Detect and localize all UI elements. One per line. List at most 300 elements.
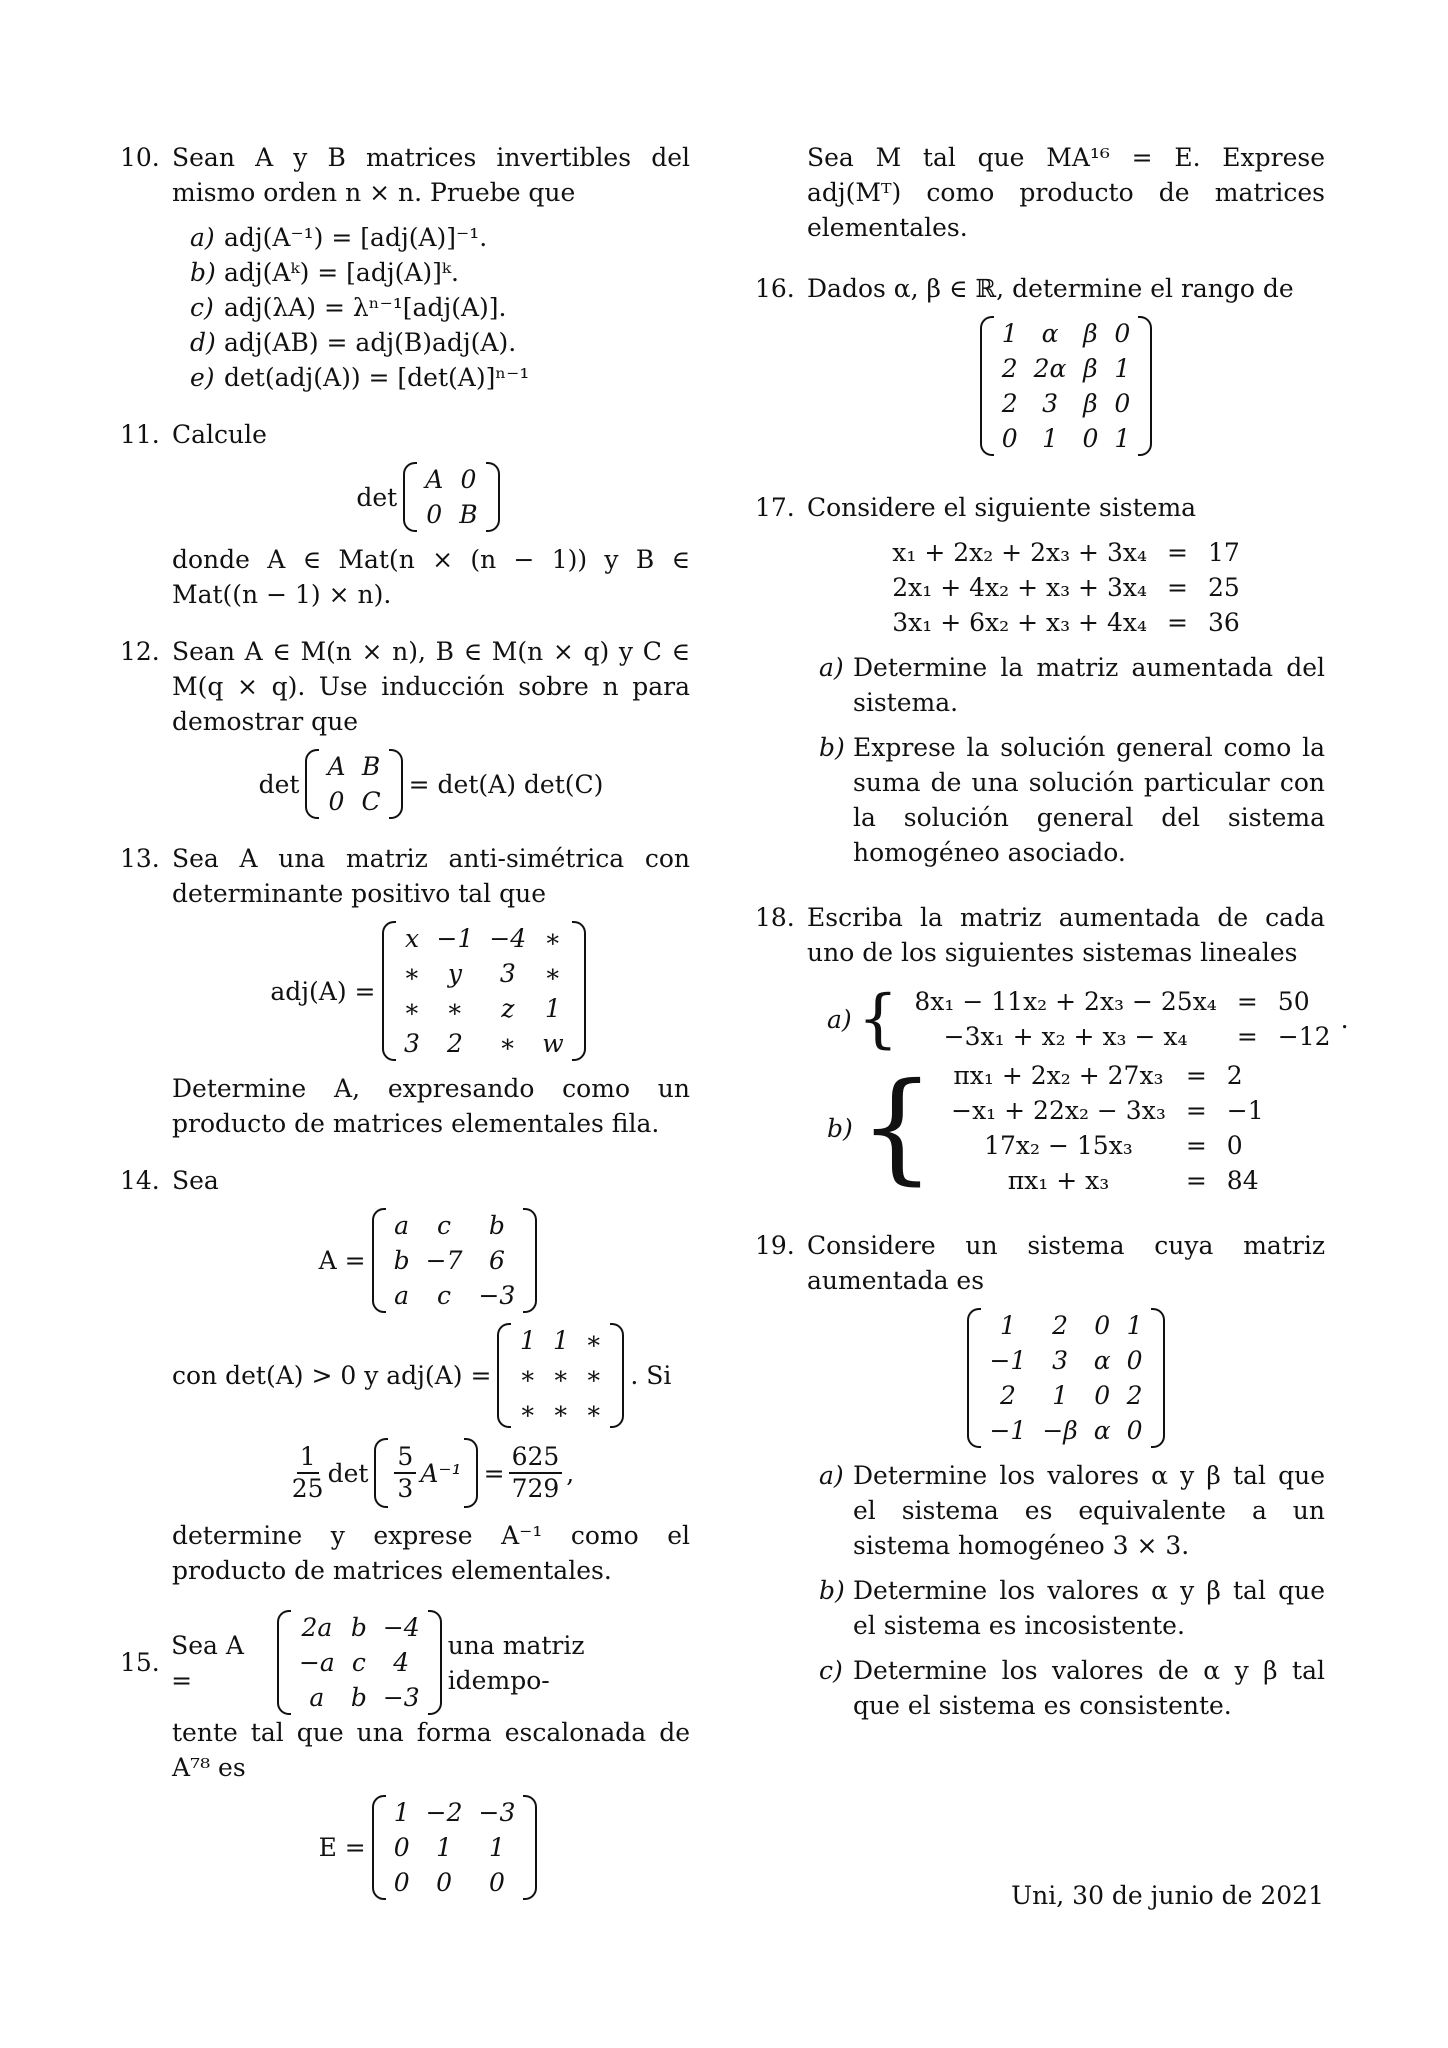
right-paren	[610, 1323, 624, 1428]
matrix-row	[386, 1243, 524, 1278]
equals-sign: =	[483, 1458, 505, 1488]
equals-sign: =	[1236, 987, 1258, 1016]
equation-row	[941, 1163, 1274, 1198]
exercise-text-after: Determine A, expresando como un producto de matrices elementales fila.	[172, 1074, 690, 1138]
matrix-cell: 6	[488, 1246, 505, 1275]
display-equation	[807, 1308, 1325, 1448]
matrix-cell: 1	[1042, 424, 1058, 453]
matrix-row	[994, 316, 1139, 351]
matrix-cell: 3	[1042, 389, 1058, 418]
equation-system	[904, 984, 1340, 1054]
equation-row	[941, 1128, 1274, 1163]
item-text: adj(Aᵏ) = [adj(A)]ᵏ.	[224, 258, 459, 287]
matrix-row	[981, 1413, 1150, 1448]
matrix	[305, 749, 402, 819]
equation-rhs: 0	[1226, 1131, 1243, 1160]
matrix-cell: 2	[999, 1381, 1016, 1410]
exercise-text: tente tal que una forma escalonada de A⁷⁸ es	[172, 1718, 690, 1782]
matrix-cell: 0	[1126, 1346, 1143, 1375]
fraction	[394, 1442, 416, 1504]
matrix-cells	[291, 1610, 428, 1715]
matrix-row	[994, 351, 1139, 386]
matrix-cell: 0	[460, 465, 477, 494]
exercise-number: 13.	[120, 844, 160, 873]
matrix-cell: x	[404, 924, 420, 953]
equation-lhs: x₁ + 2x₂ + 2x₃ + 3x₄	[892, 538, 1147, 567]
item-label: b)	[819, 1576, 845, 1605]
matrix-cell: 0	[1082, 424, 1099, 453]
item-text: Determine los valores de α y β tal que el sistema es consistente.	[853, 1656, 1325, 1720]
matrix-cells	[319, 749, 388, 819]
numerator: 625	[509, 1442, 563, 1474]
matrix-cell: 0	[393, 1833, 410, 1862]
fraction	[509, 1442, 563, 1504]
numerator: 1	[297, 1442, 319, 1474]
matrix-cell: ∗	[544, 959, 562, 988]
matrix-cell: a	[309, 1683, 325, 1712]
matrix-row	[386, 1795, 524, 1830]
matrix-cell: b	[350, 1613, 367, 1642]
matrix-cell: 2a	[301, 1613, 333, 1642]
exercise-16	[755, 271, 1325, 456]
equation-rhs: 50	[1277, 987, 1310, 1016]
left-paren	[372, 1795, 386, 1900]
denominator: 25	[291, 1474, 324, 1503]
right-paren	[523, 1795, 537, 1900]
display-equation	[807, 316, 1325, 456]
matrix-cell: −7	[425, 1246, 463, 1275]
equation-row	[941, 1058, 1274, 1093]
matrix-cell: ∗	[585, 1361, 603, 1390]
matrix-cell: a	[394, 1211, 410, 1240]
exercise-text: Sea M tal que MA¹⁶ = E. Exprese adj(Mᵀ) como producto de matrices elementales.	[807, 143, 1325, 242]
equation-lhs: πx₁ + x₃	[1007, 1166, 1110, 1195]
exercise-11	[120, 417, 690, 612]
display-equation	[172, 1438, 690, 1508]
item-text: adj(A⁻¹) = [adj(A)]⁻¹.	[224, 223, 488, 252]
exercise-text: Sea	[172, 1166, 219, 1195]
left-paren	[372, 1208, 386, 1313]
det-label: det	[258, 769, 300, 799]
matrix-row	[386, 1830, 524, 1865]
exercise-text: Escriba la matriz aumentada de cada uno de los siguientes sistemas lineales	[807, 903, 1325, 967]
right-paren	[464, 1438, 478, 1508]
matrix-cell: −β	[1042, 1416, 1078, 1445]
right-paren	[389, 749, 403, 819]
matrix-cell: 1	[1114, 354, 1131, 383]
exercise-text: Sean A y B matrices invertibles del mismo orden n × n. Pruebe que	[172, 143, 690, 207]
equation-row	[904, 984, 1340, 1019]
comma: ,	[566, 1458, 575, 1488]
equation-row	[882, 605, 1250, 640]
display-equation	[172, 921, 690, 1061]
equation-lhs: 3x₁ + 6x₂ + x₃ + 4x₄	[892, 608, 1147, 637]
equation-rhs: 17	[1207, 538, 1240, 567]
exercise-text: Calcule	[172, 420, 267, 449]
exercise-text-after: donde A ∈ Mat(n × (n − 1)) y B ∈ Mat((n − 1) × n).	[172, 545, 690, 609]
matrix-row	[291, 1680, 428, 1715]
list-item	[819, 1653, 1325, 1723]
matrix-cell: −1	[989, 1346, 1027, 1375]
equation-rhs: = det(A) det(C)	[408, 769, 604, 799]
matrix	[980, 316, 1153, 456]
equation-lhs: 17x₂ − 15x₃	[984, 1131, 1133, 1160]
display-equation	[172, 1208, 690, 1313]
matrix-cell: 1	[1114, 424, 1131, 453]
equation-lhs: adj(A) =	[270, 976, 376, 1006]
matrix-cell: 0	[328, 787, 345, 816]
matrix-cell: β	[1083, 354, 1098, 383]
exercise-post: una matriz idempo-	[447, 1630, 585, 1695]
equation-lhs: −3x₁ + x₂ + x₃ − x₄	[943, 1022, 1188, 1051]
list-item	[190, 325, 690, 360]
exercise-text: Considere un sistema cuya matriz aumentada es	[807, 1231, 1325, 1295]
denominator: 3	[397, 1474, 414, 1503]
matrix-cell: 0	[489, 1868, 505, 1897]
system-label: b)	[827, 1113, 853, 1143]
exercise-15	[120, 1610, 690, 1900]
matrix-row	[417, 462, 485, 497]
matrix-cell: α	[1093, 1416, 1111, 1445]
matrix-cell: 1	[1052, 1381, 1068, 1410]
matrix-cell: c	[351, 1648, 366, 1677]
item-label: a)	[819, 653, 844, 682]
matrix-cell: a	[394, 1281, 410, 1310]
system-a	[827, 982, 1349, 1056]
equation-rhs: 36	[1207, 608, 1240, 637]
exercise-text-after: determine y exprese A⁻¹ como el producto de matrices elementales.	[172, 1521, 690, 1585]
paren-content	[388, 1438, 463, 1508]
matrix	[382, 921, 586, 1061]
matrix-row	[981, 1343, 1150, 1378]
matrix-cell: α	[1093, 1346, 1111, 1375]
display-equation	[172, 1795, 690, 1900]
matrix-cell: −2	[425, 1798, 463, 1827]
matrix-cells	[981, 1308, 1150, 1448]
matrix-row	[319, 784, 388, 819]
exercise-number: 16.	[755, 274, 795, 303]
matrix-cell: β	[1083, 319, 1098, 348]
list-item	[190, 255, 690, 290]
matrix-cell: 1	[1001, 319, 1018, 348]
matrix-cell: 1	[1126, 1311, 1143, 1340]
condition-post: . Si	[630, 1361, 672, 1390]
matrix-cell: −3	[478, 1281, 516, 1310]
equation-lhs: 2x₁ + 4x₂ + x₃ + 3x₄	[892, 573, 1147, 602]
item-label: b)	[190, 258, 216, 287]
exercise-text: Sea A una matriz anti-simétrica con determinante positivo tal que	[172, 844, 690, 908]
matrix-cell: 1	[544, 994, 561, 1023]
matrix-cell: 0	[1126, 1416, 1143, 1445]
matrix-row	[994, 386, 1139, 421]
exercise-12	[120, 634, 690, 819]
matrix-cell: B	[459, 500, 478, 529]
matrix	[372, 1795, 538, 1900]
exercise-number: 17.	[755, 493, 795, 522]
matrix-cell: −3	[478, 1798, 516, 1827]
list-item	[190, 290, 690, 325]
matrix-cell: B	[361, 752, 381, 781]
condition-pre: con det(A) > 0 y adj(A) =	[172, 1361, 492, 1390]
exercise-text: Considere el siguiente sistema	[807, 493, 1197, 522]
item-text: adj(λA) = λⁿ⁻¹[adj(A)].	[224, 293, 507, 322]
item-label: c)	[190, 293, 214, 322]
matrix-cells	[511, 1323, 610, 1428]
matrix-cell: ∗	[519, 1361, 537, 1390]
right-paren	[1151, 1308, 1165, 1448]
exercise-number: 15.	[120, 1648, 160, 1677]
matrix-row	[994, 421, 1139, 456]
matrix-cell: 2	[1001, 354, 1018, 383]
matrix-cell: 0	[1114, 319, 1131, 348]
matrix-cell: ∗	[403, 959, 421, 988]
matrix-cell: 0	[393, 1868, 410, 1897]
item-list	[172, 220, 690, 395]
condition-line	[172, 1323, 690, 1428]
system-b	[827, 1058, 1325, 1198]
matrix-cells	[386, 1795, 524, 1900]
matrix-cell: ∗	[552, 1396, 570, 1425]
exercise-header-line	[120, 1610, 690, 1715]
matrix-cell: 2	[1001, 389, 1018, 418]
item-label: d)	[190, 328, 216, 357]
matrix-cell: −3	[382, 1683, 420, 1712]
left-paren	[382, 921, 396, 1061]
exercise-13	[120, 841, 690, 1141]
left-paren	[403, 462, 417, 532]
matrix-cell: z	[501, 994, 515, 1023]
exercise-number: 14.	[120, 1166, 160, 1195]
display-equation	[172, 462, 690, 532]
matrix-cells	[417, 462, 485, 532]
equals-sign: =	[1236, 1022, 1258, 1051]
matrix-row	[386, 1208, 524, 1243]
matrix-row	[511, 1393, 610, 1428]
exercise-18	[755, 900, 1349, 1198]
left-paren	[497, 1323, 511, 1428]
adj-matrix	[497, 1323, 624, 1428]
matrix-row	[319, 749, 388, 784]
matrix-cell: −1	[436, 924, 474, 953]
equation-rhs: −12	[1277, 1022, 1331, 1051]
matrix-row	[396, 921, 572, 956]
matrix-cell: 2	[1126, 1381, 1143, 1410]
matrix-cell: b	[393, 1246, 410, 1275]
matrix-cell: α	[1041, 319, 1059, 348]
matrix	[277, 1610, 442, 1715]
denominator: 729	[511, 1474, 560, 1503]
exercise-text: Dados α, β ∈ ℝ, determine el rango de	[807, 274, 1294, 303]
matrix-cell: ∗	[499, 1029, 517, 1058]
matrix-cell: ∗	[585, 1326, 603, 1355]
equation-lhs: 8x₁ − 11x₂ + 2x₃ − 25x₄	[914, 987, 1217, 1016]
exercise-19	[755, 1228, 1325, 1723]
numerator: 5	[394, 1442, 416, 1474]
matrix-cell: 3	[499, 959, 516, 988]
left-brace: {	[858, 1058, 936, 1197]
matrix-cell: 1	[999, 1311, 1016, 1340]
matrix-cell: 1	[393, 1798, 410, 1827]
item-text: Exprese la solución general como la suma de una solución particular con la solución general del sistema homogéneo asociado.	[853, 733, 1325, 867]
matrix-cell: 0	[1001, 424, 1018, 453]
equation-system	[882, 535, 1250, 640]
matrix-cells	[994, 316, 1139, 456]
matrix-cell: −4	[489, 924, 527, 953]
equation-row	[882, 535, 1250, 570]
item-text: Determine los valores α y β tal que el sistema es incosistente.	[853, 1576, 1325, 1640]
item-label: c)	[819, 1656, 843, 1685]
matrix-cell: c	[437, 1211, 452, 1240]
list-item	[190, 220, 690, 255]
list-item	[819, 1573, 1325, 1643]
matrix-cell: 0	[426, 500, 443, 529]
matrix-cell: 1	[489, 1833, 505, 1862]
matrix-cell: c	[437, 1281, 452, 1310]
equation-lhs: A =	[318, 1246, 366, 1275]
exercise-number: 10.	[120, 143, 160, 172]
matrix-cell: ∗	[585, 1396, 603, 1425]
matrix-cell: ∗	[403, 994, 421, 1023]
left-paren	[305, 749, 319, 819]
exercise-number: 11.	[120, 420, 160, 449]
left-paren	[277, 1610, 291, 1715]
item-text: det(adj(A)) = [det(A)]ⁿ⁻¹	[224, 363, 530, 392]
exercise-10	[120, 140, 690, 395]
matrix-cell: A	[327, 752, 346, 781]
matrix-row	[981, 1378, 1150, 1413]
equals-sign: =	[1185, 1096, 1207, 1125]
exercise-15-continued	[755, 140, 1325, 245]
period: .	[1340, 1004, 1349, 1034]
right-paren	[486, 462, 500, 532]
right-paren	[523, 1208, 537, 1313]
matrix-cell: C	[361, 787, 381, 816]
list-item	[819, 1458, 1325, 1563]
right-paren	[428, 1610, 442, 1715]
equals-sign: =	[1185, 1131, 1207, 1160]
matrix-cell: ∗	[519, 1396, 537, 1425]
exercise-number: 18.	[755, 903, 795, 932]
matrix-row	[417, 497, 485, 532]
matrix-row	[511, 1358, 610, 1393]
matrix-row	[291, 1610, 428, 1645]
matrix-cell: b	[350, 1683, 367, 1712]
matrix-cell: y	[447, 959, 462, 988]
exercise-pre: Sea A =	[171, 1630, 244, 1695]
matrix-cell: 2	[446, 1029, 463, 1058]
exercise-number: 19.	[755, 1231, 795, 1260]
matrix-row	[511, 1323, 610, 1358]
matrix-cell: 1	[552, 1326, 569, 1355]
matrix-cell: 4	[393, 1648, 410, 1677]
left-paren	[374, 1438, 388, 1508]
matrix-cell: 1	[519, 1326, 536, 1355]
matrix-cell: 3	[1052, 1346, 1068, 1375]
left-column	[120, 140, 690, 1922]
equation-system	[941, 1058, 1274, 1198]
matrix-cell: ∗	[446, 994, 464, 1023]
matrix-cell: w	[542, 1029, 564, 1058]
det-label: det	[356, 482, 398, 512]
equation-lhs: πx₁ + 2x₂ + 27x₃	[953, 1061, 1164, 1090]
equation-lhs: E =	[318, 1833, 366, 1862]
matrix-cell: 0	[1094, 1381, 1111, 1410]
equation-rhs: 25	[1207, 573, 1240, 602]
matrix-cell: −4	[382, 1613, 420, 1642]
paren-group	[374, 1438, 477, 1508]
matrix-cell: ∗	[552, 1361, 570, 1390]
item-label: b)	[819, 733, 845, 762]
matrix	[967, 1308, 1164, 1448]
system-label: a)	[827, 1004, 852, 1034]
matrix-cell: β	[1083, 389, 1098, 418]
a-inverse: A⁻¹	[420, 1458, 462, 1488]
item-label: a)	[190, 223, 215, 252]
equation-lhs: −x₁ + 22x₂ − 3x₃	[951, 1096, 1166, 1125]
fraction	[292, 1442, 324, 1504]
exercise-17	[755, 490, 1325, 870]
item-label: e)	[190, 363, 215, 392]
item-text: Determine los valores α y β tal que el sistema es equivalente a un sistema homogéneo 3 × 3.	[853, 1461, 1325, 1560]
matrix	[403, 462, 499, 532]
equals-sign: =	[1185, 1061, 1207, 1090]
right-paren	[1138, 316, 1152, 456]
matrix-row	[386, 1865, 524, 1900]
matrix-row	[396, 956, 572, 991]
matrix-cell: 0	[436, 1868, 453, 1897]
list-item	[819, 730, 1325, 870]
equation-rhs: −1	[1226, 1096, 1264, 1125]
item-text: Determine la matriz aumentada del sistema.	[853, 653, 1325, 717]
matrix-row	[291, 1645, 428, 1680]
display-equation	[172, 749, 690, 819]
matrix-cell: 3	[404, 1029, 420, 1058]
footer-date: Uni, 30 de junio de 2021	[1011, 1881, 1324, 1910]
list-item	[819, 650, 1325, 720]
det-label: det	[327, 1458, 369, 1488]
equals-sign: =	[1166, 538, 1188, 567]
matrix-cell: 2α	[1033, 354, 1067, 383]
matrix-cell: −1	[989, 1416, 1027, 1445]
equation-row	[941, 1093, 1274, 1128]
equals-sign: =	[1166, 608, 1188, 637]
exercise-number: 12.	[120, 637, 160, 666]
matrix-cell: −a	[298, 1648, 335, 1677]
matrix-cell: A	[425, 465, 444, 494]
left-brace: {	[857, 982, 899, 1056]
left-paren	[980, 316, 994, 456]
exercise-14	[120, 1163, 690, 1588]
matrix-cell: 2	[1052, 1311, 1068, 1340]
matrix-row	[396, 991, 572, 1026]
equation-row	[904, 1019, 1340, 1054]
equals-sign: =	[1185, 1166, 1207, 1195]
matrix-cell: 1	[436, 1833, 453, 1862]
matrix-cell: b	[488, 1211, 505, 1240]
list-item	[190, 360, 690, 395]
equals-sign: =	[1166, 573, 1188, 602]
right-column	[755, 140, 1349, 1745]
left-paren	[967, 1308, 981, 1448]
matrix-cell: ∗	[544, 924, 562, 953]
matrix-row	[981, 1308, 1150, 1343]
equation-rhs: 2	[1226, 1061, 1243, 1090]
matrix	[372, 1208, 538, 1313]
right-paren	[572, 921, 586, 1061]
item-text: adj(AB) = adj(B)adj(A).	[224, 328, 517, 357]
matrix-row	[396, 1026, 572, 1061]
equation-row	[882, 570, 1250, 605]
